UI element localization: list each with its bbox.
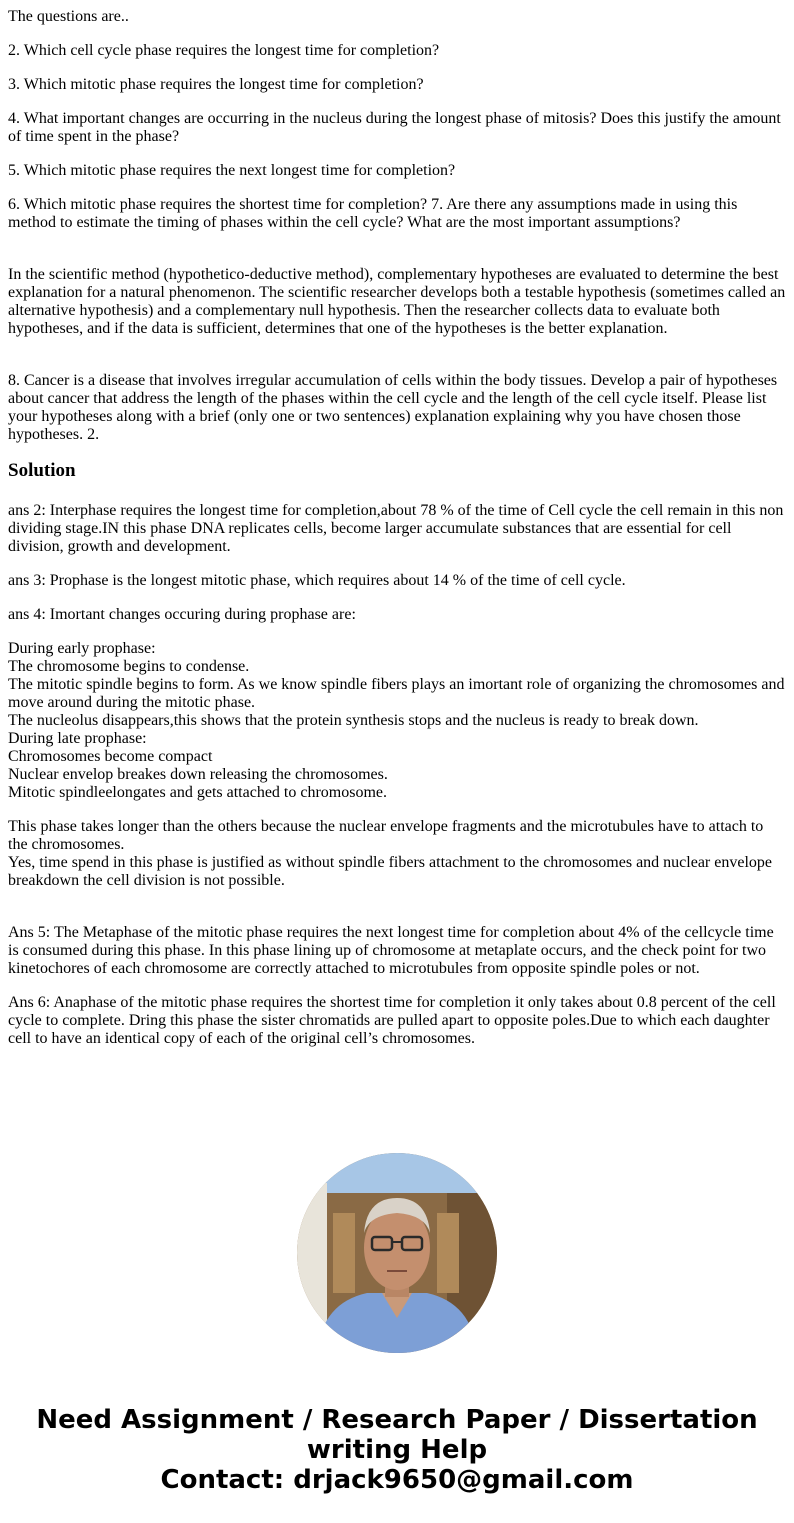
answer-4-line: Mitotic spindleelongates and gets attached to chromosome.: [8, 784, 388, 801]
answer-3: ans 3: Prophase is the longest mitotic phase, which requires about 14 % of the time of cell cycle.: [8, 572, 626, 589]
contact-banner: [0, 1405, 794, 1495]
question-8: 8. Cancer is a disease that involves irregular accumulation of cells within the body tissues. Develop a pair of hypotheses about cancer that address the length of the phases within the cell cycle and the length of the cell cycle itself. Please list your hypotheses along with a brief (only one or two sentences) explanation explaining why you have chosen those hypotheses. 2.: [8, 372, 778, 443]
answer-2: ans 2: Interphase requires the longest time for completion,about 78 % of the time of Cell cycle the cell remain in this non dividing stage.IN this phase DNA replicates cells, become larger accumulate substances that are essential for cell division, growth and development.: [8, 502, 784, 555]
answer-4-changes: [8, 640, 786, 802]
spacer: [8, 354, 786, 372]
answer-4-intro: ans 4: Imortant changes occuring during prophase are:: [8, 606, 356, 623]
question-2: 2. Which cell cycle phase requires the longest time for completion?: [8, 42, 440, 59]
answer-4-line: Chromosomes become compact: [8, 748, 213, 765]
banner-contact-line: Contact: drjack9650@gmail.com: [160, 1465, 634, 1495]
answer-4-line: The mitotic spindle begins to form. As we know spindle fibers plays an imortant role of organizing the chromosomes and move around during the mitotic phase.: [8, 676, 785, 711]
question-3: 3. Which mitotic phase requires the longest time for completion?: [8, 76, 424, 93]
banner-line-1: Need Assignment / Research Paper / Dissertation: [36, 1405, 758, 1435]
answer-4-line: The nucleolus disappears,this shows that the protein synthesis stops and the nucleus is ready to break down.: [8, 712, 699, 729]
solution-heading: Solution: [8, 460, 76, 481]
answer-5: Ans 5: The Metaphase of the mitotic phase requires the next longest time for completion about 4% of the cellcycle time is consumed during this phase. In this phase lining up of chromosome at metaplate occurs, and the check point for two kinetochores of each chromosome are correctly attached to microtubules from opposite spindle poles or not.: [8, 924, 774, 977]
author-avatar: [297, 1153, 497, 1353]
answer-4-reason-line: Yes, time spend in this phase is justified as without spindle fibers attachment to the chromosomes and nuclear envelope breakdown the cell division is not possible.: [8, 854, 772, 889]
answer-4-line: During early prophase:: [8, 640, 156, 657]
answer-4-line: Nuclear envelop breakes down releasing the chromosomes.: [8, 766, 388, 783]
answer-4-reason: [8, 818, 786, 890]
question-5: 5. Which mitotic phase requires the next longest time for completion?: [8, 162, 456, 179]
answer-4-line: The chromosome begins to condense.: [8, 658, 250, 675]
spacer: [8, 906, 786, 924]
banner-line-2: writing Help: [306, 1435, 488, 1465]
answer-4-line: During late prophase:: [8, 730, 147, 747]
author-portrait-image: [297, 1153, 497, 1353]
answer-6: Ans 6: Anaphase of the mitotic phase requires the shortest time for completion it only takes about 0.8 percent of the cell cycle to complete. Dring this phase the sister chromatids are pulled apart to opposite poles.Due to which each daughter cell to have an identical copy of each of the original cell’s chromosomes.: [8, 994, 776, 1047]
question-6-7: 6. Which mitotic phase requires the shortest time for completion? 7. Are there any assumptions made in using this method to estimate the timing of phases within the cell cycle? What are the most important assumptions?: [8, 196, 738, 231]
question-4: 4. What important changes are occurring in the nucleus during the longest phase of mitosis? Does this justify the amount of time spent in the phase?: [8, 110, 781, 145]
spacer: [8, 248, 786, 266]
questions-intro: The questions are..: [8, 8, 129, 25]
answer-4-reason-line: This phase takes longer than the others because the nuclear envelope fragments and the microtubules have to attach to the chromosomes.: [8, 818, 764, 853]
scientific-method-paragraph: In the scientific method (hypothetico-deductive method), complementary hypotheses are evaluated to determine the best explanation for a natural phenomenon. The scientific researcher develops both a testable hypothesis (sometimes called an alternative hypothesis) and a complementary null hypothesis. Then the researcher collects data to evaluate both hypotheses, and if the data is sufficient, determines that one of the hypotheses is the better explanation.: [8, 266, 786, 337]
document-body: [8, 8, 786, 1064]
